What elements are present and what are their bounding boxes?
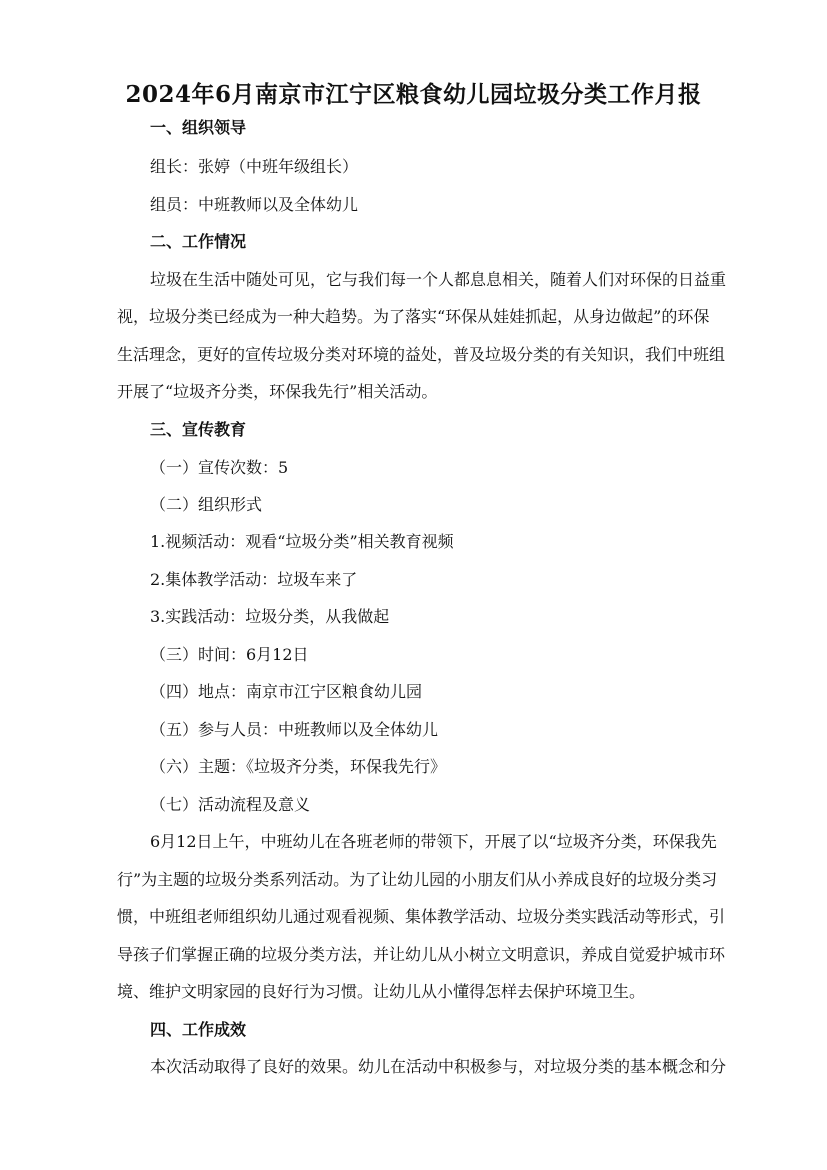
section-heading-organization: 一、组织领导 bbox=[150, 118, 247, 137]
paragraph-line: 视，垃圾分类已经成为一种大趋势。为了落实“环保从娃娃抓起，从身边做起”的环保 bbox=[117, 307, 710, 326]
paragraph-line: 境、维护文明家园的良好行为习惯。让幼儿从小懂得怎样去保护环境卫生。 bbox=[117, 982, 646, 1001]
section-heading-work: 二、工作情况 bbox=[150, 232, 247, 251]
paragraph-line: 6月12日上午，中班幼儿在各班老师的带领下，开展了以“垃圾齐分类，环保我先 bbox=[150, 832, 717, 851]
participants-line: （五）参与人员：中班教师以及全体幼儿 bbox=[150, 720, 439, 739]
leader-line: 组长：张婷（中班年级组长） bbox=[150, 157, 359, 176]
section-heading-results: 四、工作成效 bbox=[150, 1020, 247, 1039]
theme-line: （六）主题：《垃圾齐分类，环保我先行》 bbox=[150, 757, 447, 776]
publicity-count: （一）宣传次数：5 bbox=[150, 458, 289, 477]
form-item: 2.集体教学活动：垃圾车来了 bbox=[150, 570, 358, 589]
paragraph-line: 惯，中班组老师组织幼儿通过观看视频、集体教学活动、垃圾分类实践活动等形式，引 bbox=[117, 907, 726, 926]
paragraph-line: 导孩子们掌握正确的垃圾分类方法，并让幼儿从小树立文明意识，养成自觉爱护城市环 bbox=[117, 945, 726, 964]
paragraph-line: 本次活动取得了良好的效果。幼儿在活动中积极参与，对垃圾分类的基本概念和分 bbox=[150, 1057, 727, 1076]
form-item: 3.实践活动：垃圾分类，从我做起 bbox=[150, 607, 390, 626]
paragraph-line: 生活理念，更好的宣传垃圾分类对环境的益处，普及垃圾分类的有关知识，我们中班组 bbox=[117, 345, 726, 364]
paragraph-line: 开展了“垃圾齐分类，环保我先行”相关活动。 bbox=[117, 382, 438, 401]
form-heading: （二）组织形式 bbox=[150, 495, 263, 514]
process-heading: （七）活动流程及意义 bbox=[150, 795, 311, 814]
paragraph-line: 行”为主题的垃圾分类系列活动。为了让幼儿园的小朋友们从小养成良好的垃圾分类习 bbox=[117, 870, 718, 889]
members-line: 组员：中班教师以及全体幼儿 bbox=[150, 195, 359, 214]
form-item: 1.视频活动：观看“垃圾分类”相关教育视频 bbox=[150, 532, 454, 551]
time-line: （三）时间：6月12日 bbox=[150, 645, 309, 664]
document-title: 2024年6月南京市江宁区粮食幼儿园垃圾分类工作月报 bbox=[125, 81, 702, 108]
location-line: （四）地点：南京市江宁区粮食幼儿园 bbox=[150, 682, 423, 701]
section-heading-publicity: 三、宣传教育 bbox=[150, 420, 247, 439]
paragraph-line: 垃圾在生活中随处可见，它与我们每一个人都息息相关，随着人们对环保的日益重 bbox=[150, 270, 727, 289]
